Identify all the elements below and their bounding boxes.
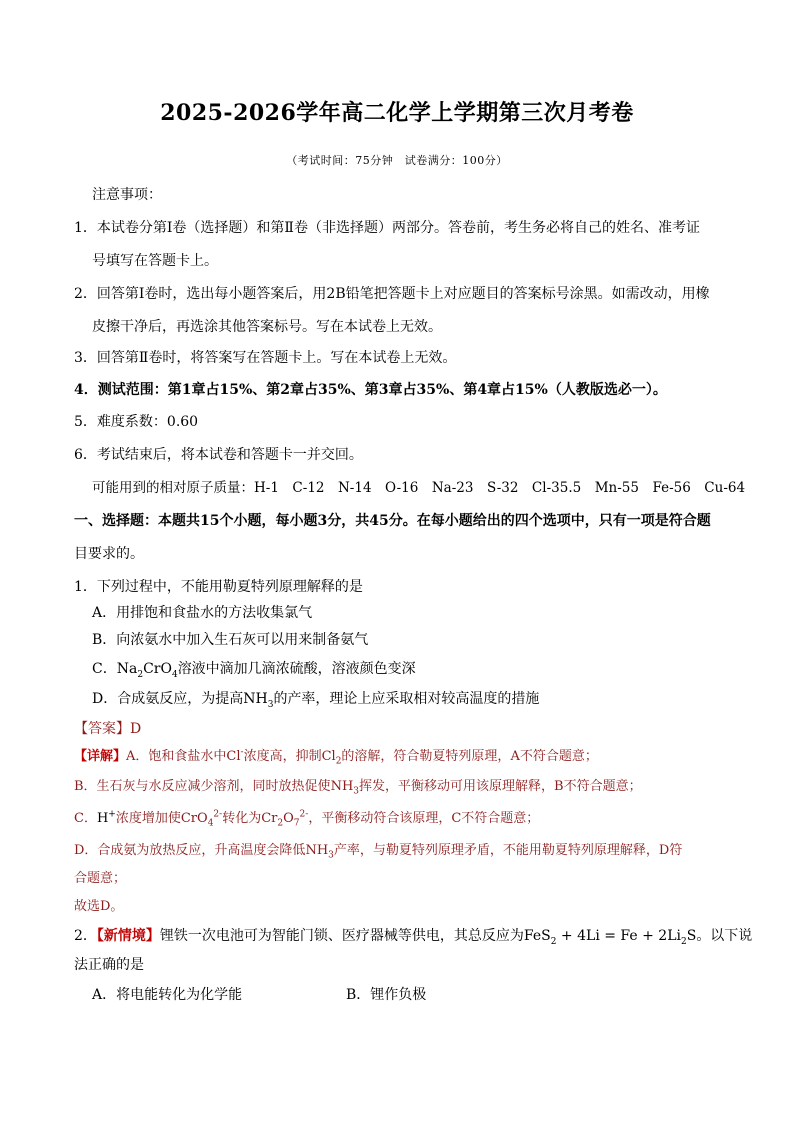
- q1-stem: 1．下列过程中，不能用勒夏特列原理解释的是: [74, 579, 363, 595]
- atomic-masses: 可能用到的相对原子质量：H-1 C-12 N-14 O-16 Na-23 S-32 Cl-35.5 Mn-55 Fe-56 Cu-64: [92, 480, 746, 496]
- notice-item-5: 5．难度系数：0.60: [74, 414, 199, 430]
- notice-item-4: 4．测试范围：第1章占15%、第2章占35%、第3章占35%、第4章占15%（人教版选必一）。: [74, 382, 667, 398]
- q1-option-d: D．合成氨反应，为提高$NH_3$的产率，理论上应采取相对较高温度的措施: [92, 691, 540, 710]
- ion-cl: Cl-: [226, 747, 244, 764]
- exam-info: （考试时间：75分钟 试卷满分：100分）: [286, 154, 508, 167]
- q1-analysis-d-cont: 合题意；: [74, 871, 127, 886]
- notice-item-1-cont: 号填写在答题卡上。: [92, 253, 218, 269]
- q2-option-a: A．将电能转化为化学能: [92, 987, 243, 1003]
- section-1-heading-cont: 目要求的。: [74, 546, 144, 562]
- q1-analysis-a: 【详解】A．饱和食盐水中Cl-浓度高，抑制$Cl_2$的溶解，符合勒夏特列原理，A不符合题意；: [74, 747, 598, 767]
- notice-item-6: 6．考试结束后，将本试卷和答题卡一并交回。: [74, 447, 363, 463]
- q1-option-b: B．向浓氨水中加入生石灰可以用来制备氨气: [92, 632, 369, 648]
- notice-heading: 注意事项：: [92, 187, 162, 203]
- page-title: 2025-2026学年高二化学上学期第三次月考卷: [160, 100, 634, 126]
- q1-conclusion: 故选D。: [74, 899, 124, 914]
- q1-analysis-b: B．生石灰与水反应减少溶剂，同时放热促使$NH_3$挥发，平衡移动可用该原理解释，B不符合题意；: [74, 779, 642, 797]
- q2-stem: 2．【新情境】锂铁一次电池可为智能门锁、医疗器械等供电，其总反应为$FeS_2 + 4Li = Fe + 2Li_2S$。以下说: [74, 928, 753, 947]
- notice-item-2-cont: 皮擦干净后，再选涂其他答案标号。写在本试卷上无效。: [92, 319, 442, 335]
- q1-analysis-c: C．H+浓度增加使CrO$_4^{2-}$转化为$Cr_2O_7^{2-}$，平衡移动符合该原理，C不符合题意；: [74, 809, 540, 829]
- q1-option-c: C．$Na_2CrO_4$溶液中滴加几滴浓硫酸，溶液颜色变深: [92, 661, 416, 680]
- ion-cro4: CrO$_4^{2-}$: [180, 809, 223, 829]
- q2-option-b: B．锂作负极: [346, 987, 427, 1003]
- q2-stem-cont: 法正确的是: [74, 957, 144, 973]
- new-context-tag: 【新情境】: [96, 928, 160, 944]
- formula-cl2: $Cl_2$: [321, 749, 342, 767]
- notice-item-1: 1．本试卷分第Ⅰ卷（选择题）和第Ⅱ卷（非选择题）两部分。答卷前，考生务必将自己的姓名、准考证: [74, 220, 700, 236]
- formula-nh3: $NH_3$: [243, 691, 274, 710]
- section-1-heading: 一、选择题：本题共15个小题，每小题3分，共45分。在每小题给出的四个选项中，只有一项是符合题: [74, 513, 711, 529]
- formula-nh3: $NH_3$: [330, 779, 360, 797]
- q2-equation: $FeS_2 + 4Li = Fe + 2Li_2S$: [523, 928, 697, 947]
- notice-item-2: 2．回答第Ⅰ卷时，选出每小题答案后，用2B铅笔把答题卡上对应题目的答案标号涂黑。如需改动，用橡: [74, 286, 710, 302]
- q1-option-a: A．用排饱和食盐水的方法收集氯气: [92, 605, 313, 621]
- q1-analysis-d: D．合成氨为放热反应，升高温度会降低$NH_3$产率，与勒夏特列原理矛盾，不能用勒夏特列原理解释，D符: [74, 843, 683, 861]
- ion-cr2o7: $Cr_2O_7^{2-}$: [261, 809, 309, 829]
- notice-item-3: 3．回答第Ⅱ卷时，将答案写在答题卡上。写在本试卷上无效。: [74, 350, 457, 366]
- q1-answer: 【答案】D: [74, 721, 142, 737]
- formula-na2cro4: $Na_2CrO_4$: [116, 661, 178, 680]
- ion-h: H+: [96, 809, 116, 826]
- formula-nh3: $NH_3$: [305, 843, 334, 861]
